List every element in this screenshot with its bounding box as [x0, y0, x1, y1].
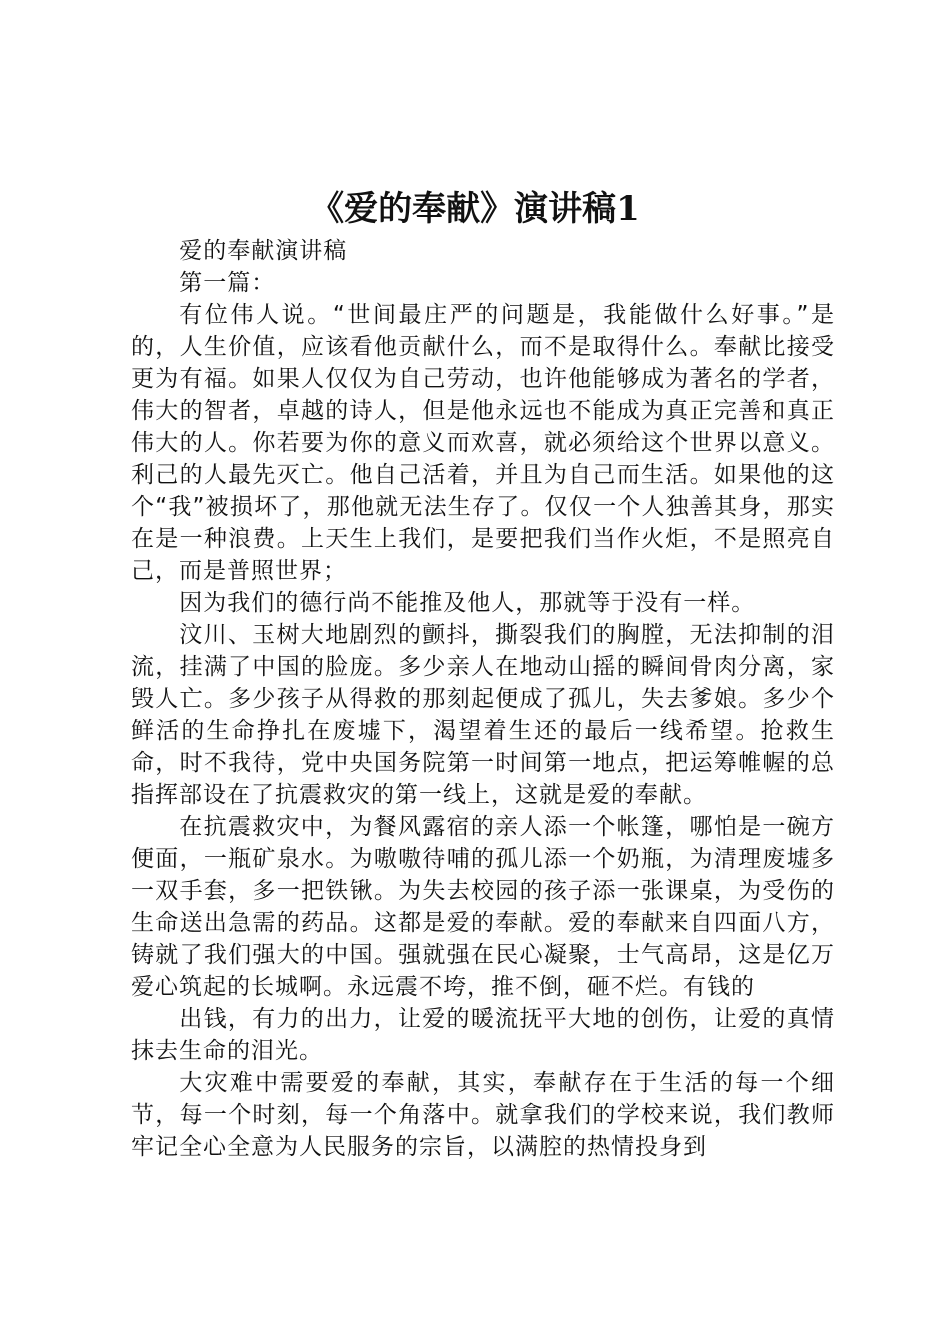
paragraph: 有位伟人说。“世间最庄严的问题是，我能做什么好事。”是的，人生价值，应该看他贡献什么，而不是取得什么。奉献比接受更为有福。如果人仅仅为自己劳动，也许他能够成为著名的学者，伟大的智者，卓越的诗人，但是他永远也不能成为真正完善和真正伟大的人。你若要为你的意义而欢喜，就必须给这个世界以意义。利己的人最先灭亡。他自己活着，并且为自己而生活。如果他的这个“我”被损坏了，那他就无法生存了。仅仅一个人独善其身，那实在是一种浪费。上天生上我们，是要把我们当作火炬，不是照亮自己，而是普照世界；	[131, 302, 835, 584]
paragraph: 出钱，有力的出力，让爱的暖流抚平大地的创伤，让爱的真情抹去生命的泪光。	[131, 1006, 835, 1064]
paragraph-subtitle: 爱的奉献演讲稿	[179, 238, 348, 264]
document-body	[131, 235, 835, 1163]
paragraph: 因为我们的德行尚不能推及他人，那就等于没有一样。	[179, 590, 756, 616]
paragraph: 在抗震救灾中，为餐风露宿的亲人添一个帐篷，哪怕是一碗方便面，一瓶矿泉水。为嗷嗷待哺的孤儿添一个奶瓶，为清理废墟多一双手套，多一把铁锹。为失去校园的孩子添一张课桌，为受伤的生命送出急需的药品。这都是爱的奉献。爱的奉献来自四面八方，铸就了我们强大的中国。强就强在民心凝聚，士气高昂，这是亿万爱心筑起的长城啊。永远震不垮，推不倒，砸不烂。有钱的	[131, 814, 835, 1000]
document-title: 《爱的奉献》演讲稿1	[310, 189, 640, 229]
paragraph-section-label: 第一篇：	[179, 270, 276, 296]
paragraph: 汶川、玉树大地剧烈的颤抖，撕裂我们的胸膛，无法抑制的泪流，挂满了中国的脸庞。多少亲人在地动山摇的瞬间骨肉分离，家毁人亡。多少孩子从得救的那刻起便成了孤儿，失去爹娘。多少个鲜活的生命挣扎在废墟下，渴望着生还的最后一线希望。抢救生命，时不我待，党中央国务院第一时间第一地点，把运筹帷幄的总指挥部设在了抗震救灾的第一线上，这就是爱的奉献。	[131, 622, 835, 808]
paragraph: 大灾难中需要爱的奉献，其实，奉献存在于生活的每一个细节，每一个时刻，每一个角落中。就拿我们的学校来说，我们教师牢记全心全意为人民服务的宗旨，以满腔的热情投身到	[131, 1070, 835, 1160]
